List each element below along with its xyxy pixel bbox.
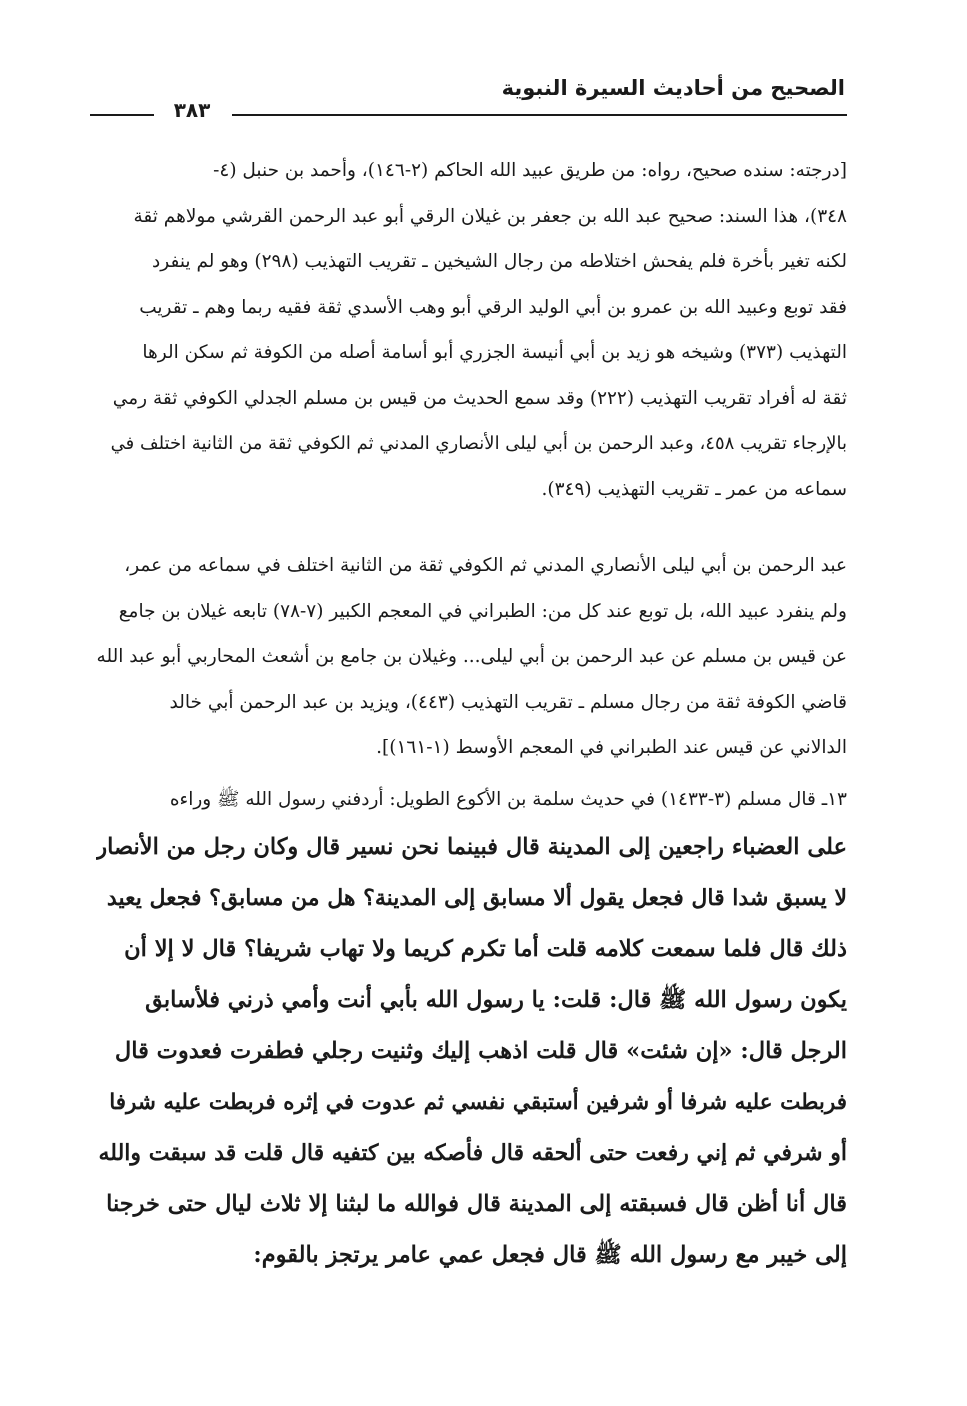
note-line: عن قيس بن مسلم عن عبد الرحمن بن أبي ليلى... وغيلان بن جامع بن أشعث المحاربي أبو عبد الله [96,646,847,667]
grading-line: ثقة له أفراد تقريب التهذيب (٢٢٢) وقد سمع الحديث من قيس بن مسلم الجدلي الكوفي ثقة رمي [112,387,847,409]
hadith-line: يكون رسول الله ﷺ قال: قلت: يا رسول الله بأبي أنت وأمي ذرني فلأسابق [145,987,847,1013]
hadith-text [96,781,847,1281]
grading-line: سماعه من عمر ـ تقريب التهذيب (٣٤٩). [541,478,847,500]
hadith-line: قال أنا أظن قال فسبقته إلى المدينة قال فوالله ما لبثنا إلا ثلاث ليال حتى خرجنا [106,1191,847,1217]
grading-line: لكنه تغير بأخرة فلم يفحش اختلاطه من رجال الشيخين ـ تقريب التهذيب (٢٩٨) وهو لم ينفرد [152,251,847,272]
header-rule-short [90,114,154,116]
page-number: ٣٨٣ [173,98,211,122]
note-line: قاضي الكوفة ثقة من رجال مسلم ـ تقريب التهذيب (٤٤٣)، ويزيد بن عبد الرحمن أبي خالد [169,691,847,713]
hadith-line: لا يسبق شدا قال فجعل يقول ألا مسابق إلى المدينة؟ هل من مسابق؟ فجعل يعيد [106,885,847,911]
hadith-line: على العضباء راجعين إلى المدينة قال فبينما نحن نسير قال وكان رجل من الأنصار [96,834,847,860]
grading-line: ٣٤٨)، هذا السند: صحيح عبد الله بن جعفر بن غيلان الرقي أبو عبد الرحمن القرشي مولاهم ثقة [133,205,847,227]
note-line: الدالاني عن قيس عند الطبراني في المعجم الأوسط (١-١٦١)]. [376,737,847,758]
hadith-line: أو شرفي ثم إني رفعت حتى ألحقه قال فأصكه بين كتفيه قال قلت قد سبقت والله [98,1140,847,1166]
grading-line: فقد توبع وعبيد الله بن عمرو بن أبي الوليد الرقي أبو وهب الأسدي ثقة فقيه ربما وهم ـ تقريب [139,296,847,318]
grading-note [96,148,847,512]
hadith-intro: ١٣ـ قال مسلم (٣-١٤٣٣) في حديث سلمة بن الأكوع الطويل: أردفني رسول الله ﷺ وراءه [169,789,847,810]
additional-note [96,543,847,771]
grading-line: التهذيب (٣٧٣) وشيخه هو زيد بن أبي أنيسة الجزري أبو أسامة أصله من الكوفة ثم سكن الرها [142,342,847,363]
running-title: الصحيح من أحاديث السيرة النبوية [501,76,845,100]
hadith-line: فربطت عليه شرفا أو شرفين أستبقي نفسي ثم عدوت في إثره فربطت عليه شرفا [109,1090,847,1115]
header-rule [232,114,847,116]
grading-line: بالإرجاء تقريب ٤٥٨، وعبد الرحمن بن أبي ليلى الأنصاري المدني ثم الكوفي ثقة من الثانية اختلف في [110,433,847,454]
grading-line: [درجته: سنده صحيح، رواه: من طريق عبيد الله الحاكم (٢-١٤٦)، وأحمد بن حنبل (٤- [213,160,847,181]
hadith-line: إلى خيبر مع رسول الله ﷺ قال فجعل عمي عامر يرتجز بالقوم: [253,1242,847,1268]
hadith-line: ذلك قال فلما سمعت كلامه قلت أما تكرم كريما ولا تهاب شريفا؟ قال لا إلا أن [124,936,847,962]
note-line: ولم ينفرد عبيد الله، بل توبع عند كل من: الطبراني في المعجم الكبير (٧-٧٨) تابعه غيلان بن جامع [118,600,847,622]
hadith-line: الرجل قال: «إن شئت» قال قلت اذهب إليك وثنيت رجلي فطفرت فعدوت قال [114,1038,847,1064]
note-line: عبد الرحمن بن أبي ليلى الأنصاري المدني ثم الكوفي ثقة من الثانية اختلف في سماعه من عمر، [124,555,847,576]
